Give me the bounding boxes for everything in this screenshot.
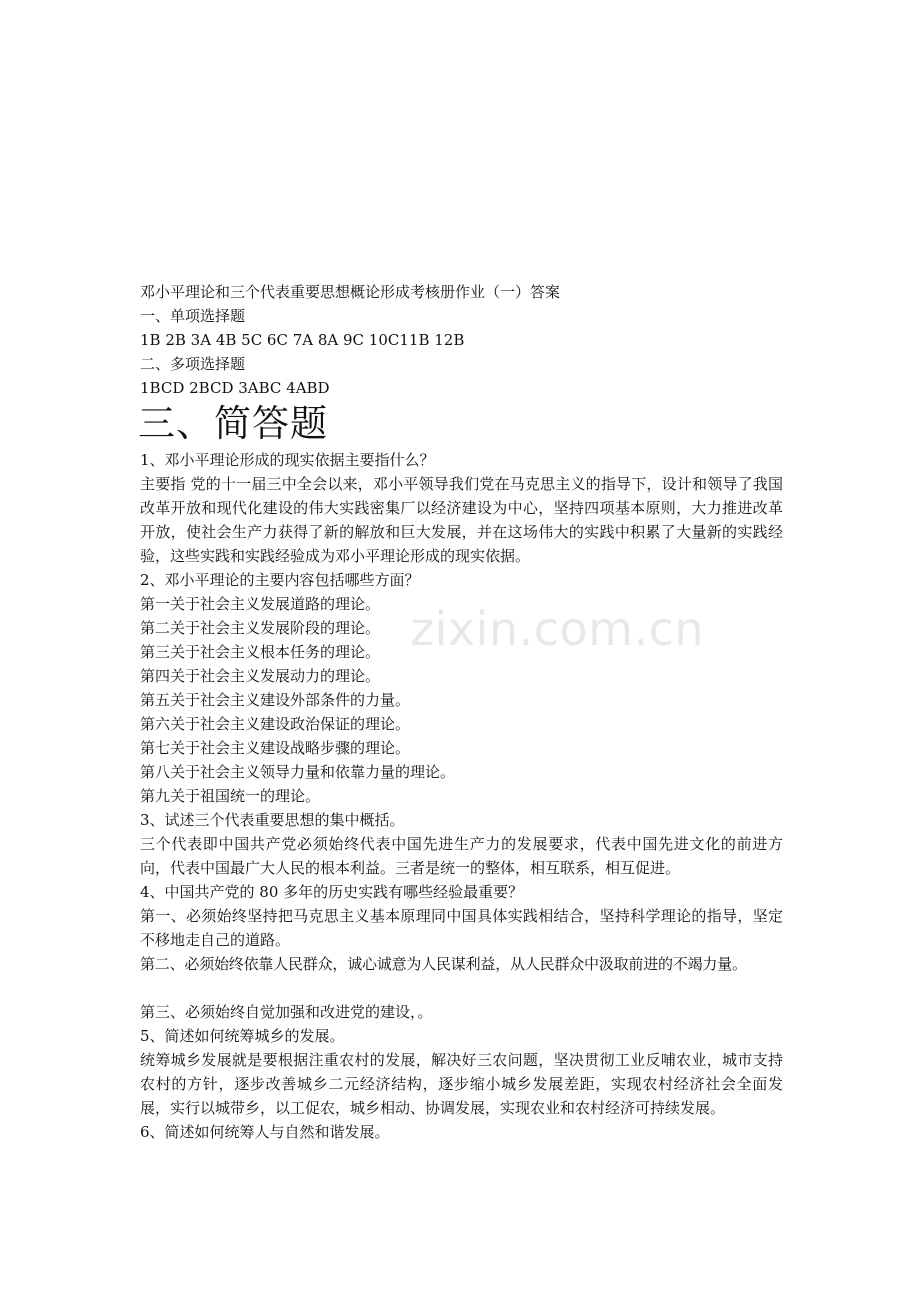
answer-1: 主要指 党的十一届三中全会以来，邓小平领导我们党在马克思主义的指导下，设计和领导了我国改革开放和现代化建设的伟大实践密集厂以经济建设为中心，坚持四项基本原则，大力推进改革开放，使社会生产力获得了新的解放和巨大发展，并在这场伟大的实践中积累了大量新的实践经验，这些实践和实践经验成为邓小平理论形成的现实依据。 (140, 475, 783, 565)
question-5: 5、简述如何统筹城乡的发展。 (140, 1027, 345, 1045)
single-choice-answers: 1B 2B 3A 4B 5C 6C 7A 8A 9C 10C11B 12B (140, 331, 465, 349)
answer-2-item: 第一关于社会主义发展道路的理论。 (140, 595, 381, 613)
multi-choice-answers: 1BCD 2BCD 3ABC 4ABD (140, 379, 330, 397)
answer-2-item: 第九关于祖国统一的理论。 (140, 787, 321, 805)
section-heading-single-choice: 一、单项选择题 (140, 307, 246, 325)
document-title: 邓小平理论和三个代表重要思想概论形成考核册作业（一）答案 (140, 283, 561, 301)
answer-5: 统筹城乡发展就是要根据注重农村的发展，解决好三农问题，坚决贯彻工业反哺农业，城市支持农村的方针，逐步改善城乡二元经济结构，逐步缩小城乡发展差距，实现农村经济社会全面发展，实行以城带乡，以工促农，城乡相动、协调发展，实现农业和农村经济可持续发展。 (140, 1051, 783, 1117)
answer-4-point-2: 第二、必须始终依靠人民群众，诚心诚意为人民谋利益，从人民群众中汲取前进的不竭力量。 (140, 955, 747, 973)
answer-2-item: 第三关于社会主义根本任务的理论。 (140, 643, 381, 661)
answer-2-item: 第八关于社会主义领导力量和依靠力量的理论。 (140, 763, 456, 781)
document-body (140, 280, 783, 1144)
question-3: 3、试述三个代表重要思想的集中概括。 (140, 811, 405, 829)
answer-2-item: 第七关于社会主义建设战略步骤的理论。 (140, 739, 411, 757)
answer-4-point-1: 第一、必须始终坚持把马克思主义基本原理同中国具体实践相结合，坚持科学理论的指导，坚定不移地走自己的道路。 (140, 907, 783, 949)
answer-4-point-3: 第三、必须始终自觉加强和改进党的建设，。 (140, 1003, 433, 1021)
answer-2-item: 第四关于社会主义发展动力的理论。 (140, 667, 381, 685)
question-2: 2、邓小平理论的主要内容包括哪些方面？ (140, 571, 420, 589)
answer-2-item: 第五关于社会主义建设外部条件的力量。 (140, 691, 411, 709)
section-heading-short-answer: 三、简答题 (138, 402, 328, 445)
question-1: 1、邓小平理论形成的现实依据主要指什么？ (140, 451, 435, 469)
question-4: 4、中国共产党的 80 多年的历史实践有哪些经验最重要？ (140, 883, 524, 901)
answer-2-item: 第六关于社会主义建设政治保证的理论。 (140, 715, 411, 733)
blank-line (140, 976, 783, 1000)
answer-2-item: 第二关于社会主义发展阶段的理论。 (140, 619, 381, 637)
question-6: 6、简述如何统筹人与自然和谐发展。 (140, 1123, 390, 1141)
section-heading-multi-choice: 二、多项选择题 (140, 355, 246, 373)
answer-3: 三个代表即中国共产党必须始终代表中国先进生产力的发展要求，代表中国先进文化的前进方向，代表中国最广大人民的根本利益。三者是统一的整体，相互联系，相互促进。 (140, 835, 783, 877)
watermark-text: zixin.com.cn (410, 602, 705, 656)
